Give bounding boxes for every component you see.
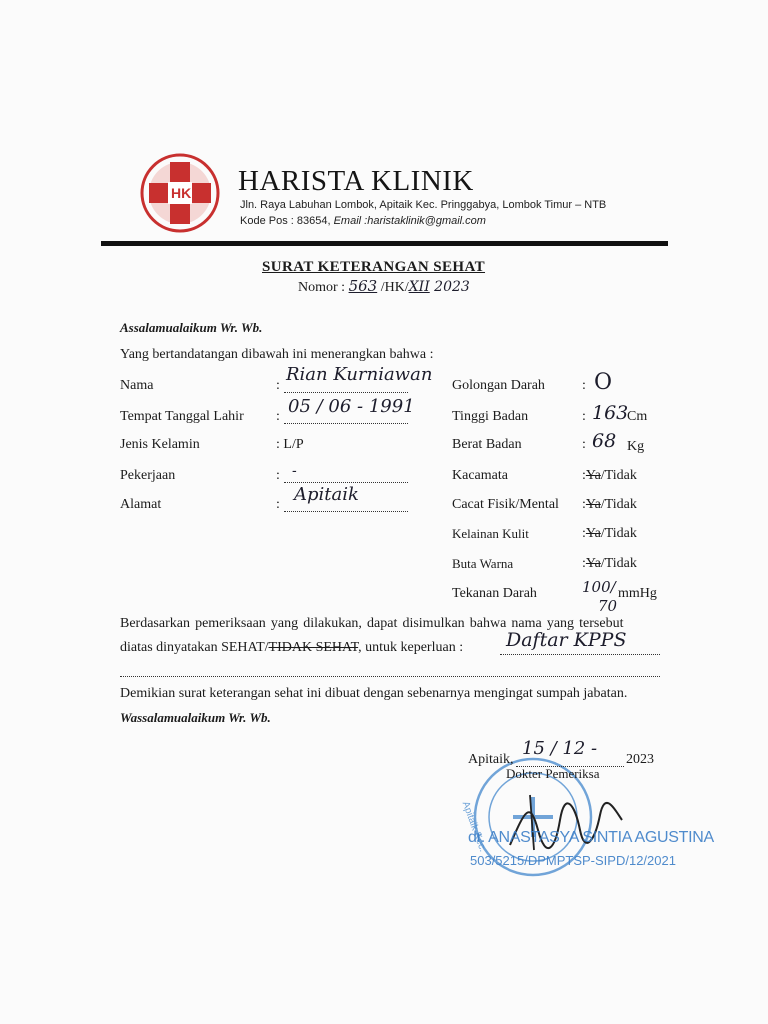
nama-label: Nama [120,378,154,393]
signature-date: 15 / 12 - [522,738,598,759]
doctor-license: 503/5215/DPMPTSP-SIPD/12/2021 [470,853,676,868]
alamat-value: Apitaik [294,484,359,505]
nomor-prefix: Nomor : [298,280,349,295]
conclusion-mid: , untuk keperluan : [358,640,464,655]
tekanan-darah-diastolic: 70 [598,597,618,615]
nomor-month: XII [408,279,430,295]
cacat-ya: Ya [585,497,601,512]
jenis-kelamin-label: Jenis Kelamin [120,437,200,452]
alamat-line [284,511,408,512]
cacat-tidak: /Tidak [600,497,637,512]
cacat-value: :Ya/Tidak [582,497,637,512]
buta-tidak: /Tidak [600,556,637,571]
nomor-year: 2023 [429,279,470,295]
closing-text: Demikian surat keterangan sehat ini dibuat dengan sebenarnya mengingat sumpah jabatan. [120,686,628,701]
conclusion-line-1: Berdasarkan pemeriksaan yang dilakukan, dapat disimulkan bahwa nama yang tersebut [120,616,624,631]
kacamata-label: Kacamata [452,468,508,483]
tinggi-badan-colon: : [582,409,586,424]
golongan-darah-label: Golongan Darah [452,378,545,393]
purpose-value: Daftar KPPS [506,629,627,651]
signature-place: Apitaik, [468,752,514,767]
kacamata-value: :Ya/Tidak [582,468,637,483]
kacamata-tidak: /Tidak [600,468,637,483]
cacat-label: Cacat Fisik/Mental [452,497,559,512]
clinic-name: HARISTA KLINIK [238,165,474,197]
kulit-ya: Ya [585,526,601,541]
berat-badan-unit: Kg [627,439,645,454]
purpose-line [500,654,660,655]
tekanan-darah-unit: mmHg [618,586,657,601]
kulit-value: :Ya/Tidak [582,526,637,541]
nomor-number: 563 [348,277,378,295]
kulit-tidak: /Tidak [600,526,637,541]
document-number [298,277,470,296]
ttl-line [284,423,408,424]
header-rule [101,241,668,246]
nama-colon: : [276,378,280,393]
tinggi-badan-label: Tinggi Badan [452,409,529,424]
signature-year: 2023 [626,752,654,767]
kulit-label: Kelainan Kulit [452,526,529,541]
pekerjaan-colon: : [276,468,280,483]
tinggi-badan-unit: Cm [627,409,648,424]
conclusion-prefix: diatas dinyatakan SEHAT/ [120,640,269,655]
greeting: Assalamualaikum Wr. Wb. [120,320,263,335]
pekerjaan-value: - [292,463,297,479]
conclusion-line-2 [120,640,463,656]
tinggi-badan-value: 163 [592,402,629,424]
kacamata-ya: Ya [585,468,601,483]
buta-ya: Ya [585,556,601,571]
intro-text: Yang bertandatangan dibawah ini menerangkan bahwa : [120,347,434,362]
berat-badan-value: 68 [592,430,617,452]
berat-badan-colon: : [582,437,586,452]
jenis-kelamin-value: : L/P [276,437,304,452]
blank-dotted-line [120,676,660,677]
document-title: SURAT KETERANGAN SEHAT [262,259,486,275]
golongan-darah-colon: : [582,378,586,393]
buta-warna-value: :Ya/Tidak [582,556,637,571]
farewell: Wassalamualaikum Wr. Wb. [120,710,271,725]
alamat-label: Alamat [120,497,162,512]
doctor-signature [500,790,630,860]
email-link[interactable]: haristaklinik@gmail.com [367,215,486,227]
tekanan-darah-systolic: 100/ [582,578,616,596]
golongan-darah-value: O [594,370,613,395]
buta-warna-label: Buta Warna [452,556,514,571]
alamat-colon: : [276,497,280,512]
ttl-value: 05 / 06 - 1991 [288,396,415,417]
clinic-logo [140,150,220,236]
nama-value: Rian Kurniawan [286,364,433,385]
pekerjaan-line [284,482,408,483]
berat-badan-label: Berat Badan [452,437,522,452]
email-label: Email : [333,215,368,227]
ttl-label: Tempat Tanggal Lahir [120,409,244,424]
signature-role: Dokter Pemeriksa [506,766,600,781]
clinic-contact [240,215,486,227]
nama-line [284,392,408,393]
tekanan-darah-label: Tekanan Darah [452,586,537,601]
doctor-name: dr. ANASTASYA SINTIA AGUSTINA [468,829,714,846]
logo-text: HK [171,185,192,201]
ttl-colon: : [276,409,280,424]
clinic-address: Jln. Raya Labuhan Lombok, Apitaik Kec. Pringgabya, Lombok Timur – NTB [240,199,607,211]
pekerjaan-label: Pekerjaan [120,468,176,483]
conclusion-struck: TIDAK SEHAT [268,640,359,655]
stamp-text: Apitaik Kec. [459,800,489,854]
nomor-mid: /HK/ [377,280,409,295]
postal-code: Kode Pos : 83654, [240,215,334,227]
